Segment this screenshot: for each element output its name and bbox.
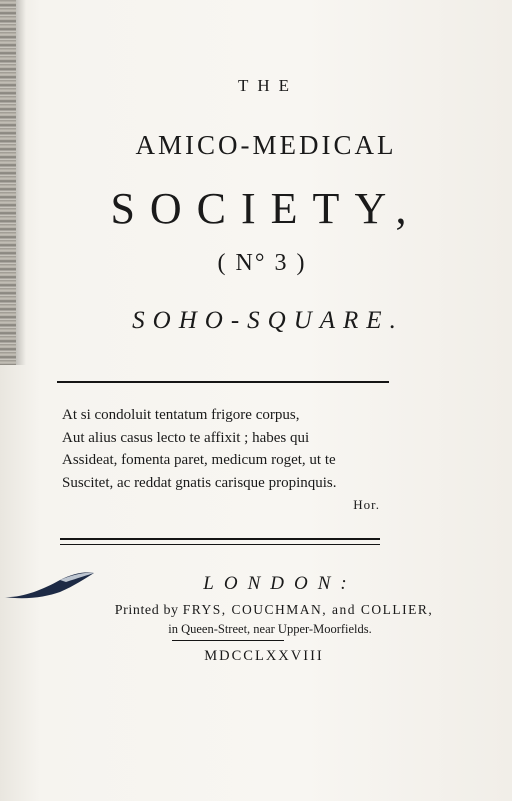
epigraph-attribution: Hor. [353,497,380,512]
rule-divider [57,381,389,383]
epigraph-line: At si condoluit tentatum frigore corpus, [62,407,300,423]
epigraph-line: Suscitet, ac reddat gnatis carisque propinquis. [62,474,337,491]
imprint-address: in Queen-Street, near Upper-Moorfields. [168,622,372,636]
title-number: ( N° 3 ) [217,250,307,276]
imprint-printers [0,602,512,619]
double-rule-bottom [60,544,380,545]
epigraph-line: Assideat, fomenta paret, medicum roget, ut te [62,452,336,468]
imprint-printer-names: FRYS, COUCHMAN, and COLLIER, [182,602,434,617]
rule-short [172,640,284,641]
title-location: SOHO-SQUARE. [132,307,404,334]
imprint-city: LONDON: [203,573,357,594]
epigraph-line: Aut alius casus lecto te affixit ; habes qui [62,429,310,446]
imprint-date: MDCCLXXVIII [204,648,324,664]
imprint-printed-prefix: Printed by [114,603,179,618]
epigraph [62,404,402,494]
title-the: THE [237,76,299,95]
title-society: SOCIETY, [110,184,422,233]
title-amico-medical: AMICO-MEDICAL [135,130,397,160]
double-rule-top [60,538,380,540]
